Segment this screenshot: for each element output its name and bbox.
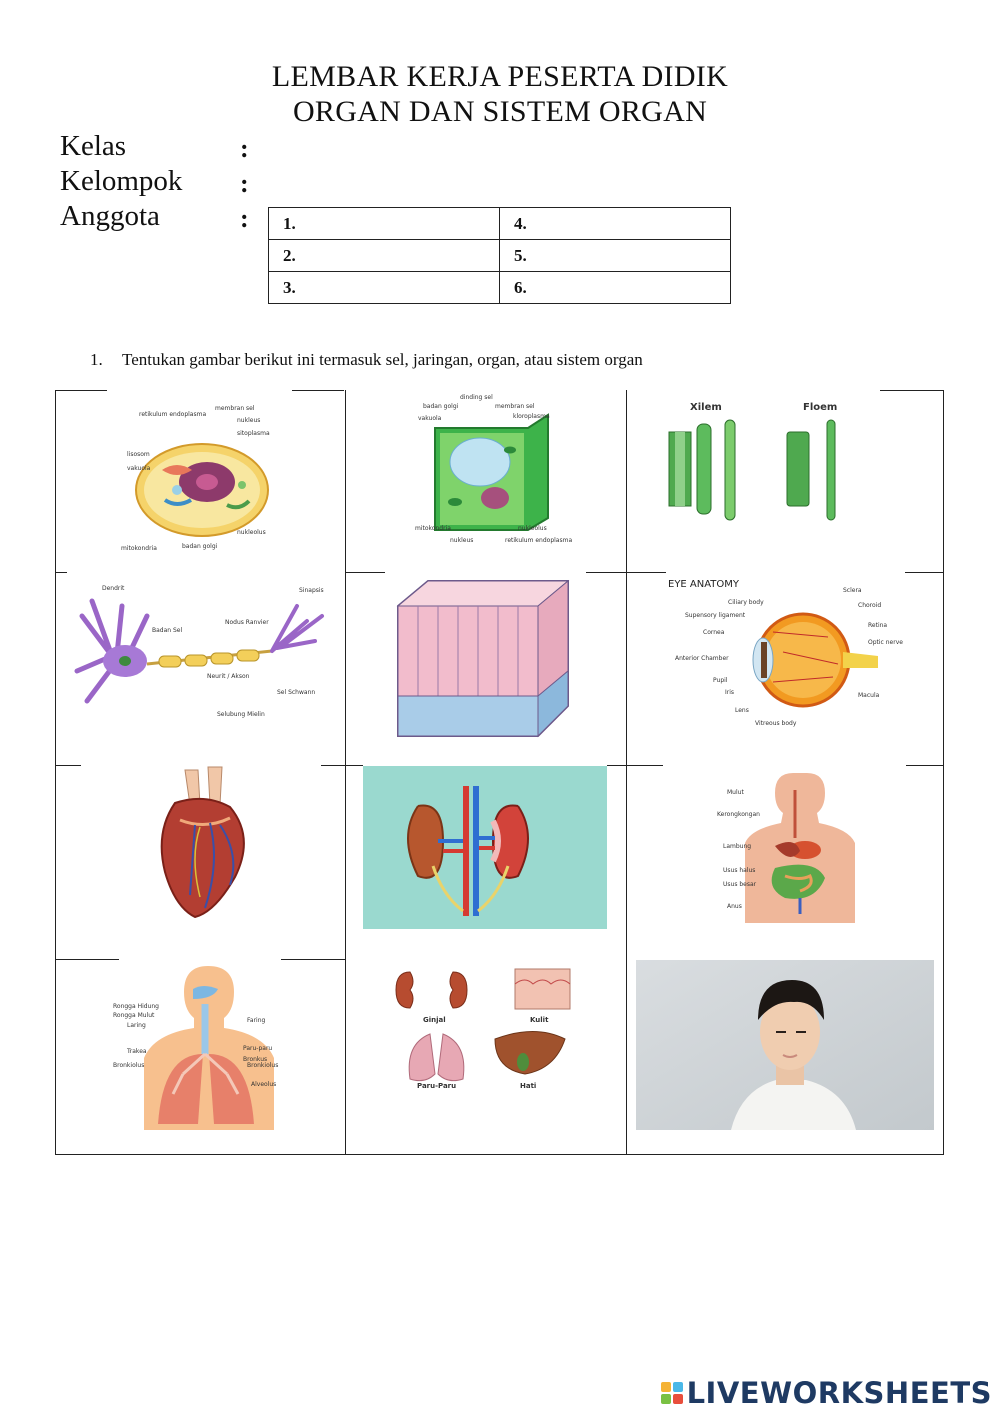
label-rongga-mulut: Rongga Mulut (113, 1012, 155, 1019)
organs-set-icon (365, 964, 605, 1094)
question-number: 1. (90, 350, 103, 369)
label-macula: Macula (858, 692, 880, 699)
label-membran-sel: membran sel (495, 403, 535, 410)
label-lens: Lens (735, 707, 749, 714)
label-cornea: Cornea (703, 629, 725, 636)
label-vakuola: vakuola (127, 465, 151, 472)
label-floem: Floem (803, 402, 838, 413)
label-faring: Faring (247, 1017, 266, 1024)
label-pupil: Pupil (713, 677, 728, 684)
animal-cell-image (107, 390, 292, 565)
class-colon: : (240, 134, 249, 163)
logo-text: LIVEWORKSHEETS (686, 1376, 992, 1410)
label-selubung-mielin: Selubung Mielin (217, 711, 265, 718)
label-usus-halus: Usus halus (723, 867, 756, 874)
label-badan-golgi: badan golgi (423, 403, 459, 410)
member-cell-6[interactable]: 6. (500, 272, 731, 304)
kidney-image (363, 766, 607, 929)
label-mulut: Mulut (727, 789, 744, 796)
label-sinapsis: Sinapsis (299, 587, 324, 594)
eye-image (663, 572, 913, 742)
members-colon: : (240, 204, 249, 233)
epithelium-image (393, 576, 573, 746)
label-sclera: Sclera (843, 587, 862, 594)
label-badan-golgi: badan golgi (182, 543, 218, 550)
label-sel-schwann: Sel Schwann (277, 689, 316, 696)
question-text: Tentukan gambar berikut ini termasuk sel, jaringan, organ, atau sistem organ (122, 350, 643, 369)
label-nukleus: nukleus (450, 537, 474, 544)
respiratory-image (113, 964, 293, 1130)
member-cell-3[interactable]: 3. (269, 272, 500, 304)
organs-set-image (365, 964, 605, 1094)
animal-cell-icon (107, 390, 292, 565)
label-anus: Anus (727, 903, 742, 910)
member-cell-4[interactable]: 4. (500, 208, 731, 240)
label-nukleus: nukleus (237, 417, 261, 424)
logo-icon (661, 1382, 683, 1404)
label-nukleolus: nukleolus (237, 529, 266, 536)
label-vakuola: vakuola (418, 415, 442, 422)
heart-icon (150, 765, 260, 925)
image-grid (55, 390, 944, 1155)
label-mitokondria: mitokondria (121, 545, 157, 552)
label-badan-sel: Badan Sel (152, 627, 183, 634)
person-photo-icon (636, 960, 934, 1130)
label-sitoplasma: sitoplasma (237, 430, 270, 437)
heart-image (150, 765, 260, 925)
label-bronkus: Bronkus (243, 1056, 268, 1063)
label-ginjal: Ginjal (423, 1016, 446, 1024)
liveworksheets-logo[interactable] (661, 1376, 992, 1410)
label-hati: Hati (520, 1082, 537, 1090)
kidney-icon (363, 766, 607, 929)
label-paru-paru: Paru-paru (243, 1045, 273, 1052)
class-label: Kelas (60, 130, 127, 162)
neuron-icon (67, 576, 332, 726)
label-kulit: Kulit (530, 1016, 549, 1024)
label-anterior-chamber: Anterior Chamber (675, 655, 729, 662)
label-lisosom: lisosom (127, 451, 150, 458)
label-dendrit: Dendrit (102, 585, 125, 592)
label-xilem: Xilem (690, 402, 722, 413)
worksheet-subtitle: ORGAN DAN SISTEM ORGAN (292, 95, 708, 128)
label-bronkiolus-left: Bronkiolus (113, 1062, 145, 1069)
epithelium-icon (393, 576, 573, 746)
plant-cell-image (410, 390, 573, 560)
xylem-phloem-image (655, 396, 865, 526)
member-cell-1[interactable]: 1. (269, 208, 500, 240)
label-iris: Iris (725, 689, 735, 696)
label-ciliary-body: Ciliary body (728, 599, 764, 606)
eye-title: EYE ANATOMY (668, 579, 740, 590)
label-kerongkongan: Kerongkongan (717, 811, 760, 818)
label-paru-paru: Paru-Paru (417, 1082, 457, 1090)
group-colon: : (240, 169, 249, 198)
label-trakea: Trakea (127, 1048, 147, 1055)
members-label: Anggota (60, 200, 160, 232)
label-retikulum: retikulum endoplasma (505, 537, 573, 544)
label-laring: Laring (127, 1022, 146, 1029)
label-suspensory-ligament: Supensory ligament (685, 612, 746, 619)
label-rongga-hidung: Rongga Hidung (113, 1003, 159, 1010)
label-optic-nerve: Optic nerve (868, 639, 903, 646)
label-kloroplasma: kloroplasma (513, 413, 550, 420)
members-table (268, 207, 731, 304)
label-akson: Neurit / Akson (207, 673, 250, 680)
question-1 (90, 350, 643, 370)
group-label: Kelompok (60, 165, 183, 197)
label-bronkiolus-right: Bronkiolus (247, 1062, 279, 1069)
label-choroid: Choroid (858, 602, 882, 609)
label-membran-sel: membran sel (215, 405, 255, 412)
worksheet-title: LEMBAR KERJA PESERTA DIDIK (271, 60, 729, 93)
label-alveolus: Alveolus (251, 1081, 277, 1088)
member-cell-5[interactable]: 5. (500, 240, 731, 272)
person-photo (636, 960, 934, 1130)
eye-icon (663, 572, 913, 742)
neuron-image (67, 576, 332, 726)
member-cell-2[interactable]: 2. (269, 240, 500, 272)
label-mitokondria: mitokondria (415, 525, 451, 532)
digestive-image (715, 768, 855, 923)
label-usus-besar: Usus besar (723, 881, 757, 888)
plant-cell-icon (410, 390, 573, 560)
label-lambung: Lambung (723, 843, 752, 850)
label-nodus-ranvier: Nodus Ranvier (225, 619, 269, 626)
xylem-phloem-icon (655, 396, 865, 526)
label-vitreous-body: Vitreous body (755, 720, 797, 727)
digestive-icon (715, 768, 855, 923)
label-retina: Retina (868, 622, 888, 629)
label-dinding-sel: dinding sel (460, 394, 493, 401)
label-retikulum: retikulum endoplasma (139, 411, 207, 418)
respiratory-icon (113, 964, 293, 1130)
label-nukleolus: nukleolus (518, 525, 547, 532)
